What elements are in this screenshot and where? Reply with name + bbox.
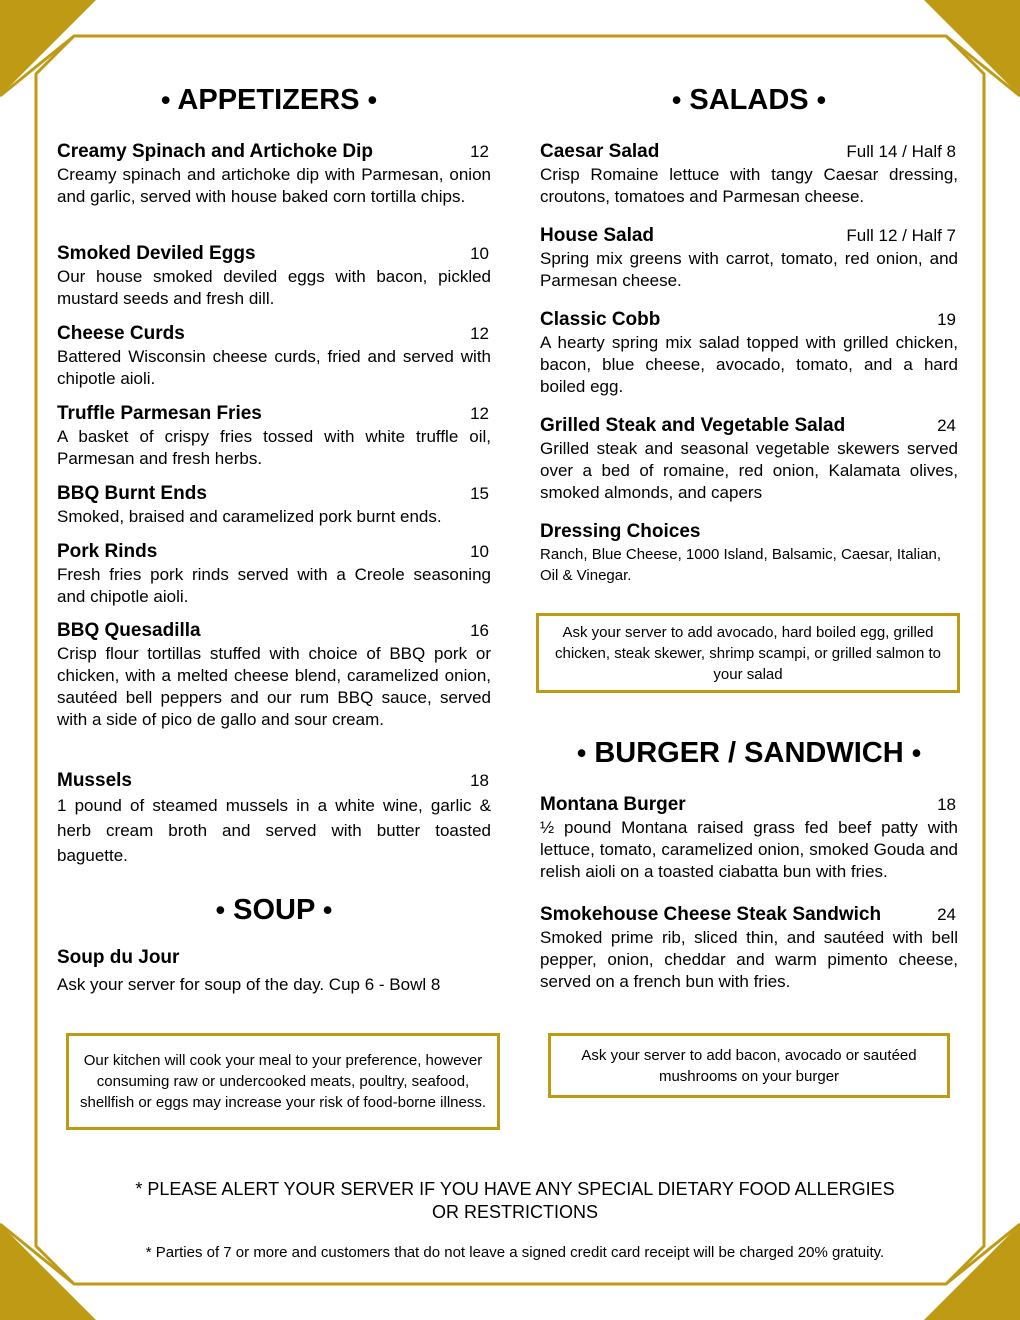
item-price: 12 xyxy=(470,324,489,343)
bullet-icon: • xyxy=(671,85,682,115)
item-name: BBQ Burnt Ends xyxy=(57,483,207,504)
item-name: Truffle Parmesan Fries xyxy=(57,403,262,424)
item-description: Creamy spinach and artichoke dip with Parmesan, onion and garlic, served with house baked corn tortilla chips. xyxy=(57,165,491,206)
item-name: Cheese Curds xyxy=(57,323,185,344)
item-price: 24 xyxy=(937,905,956,924)
item-description: Spring mix greens with carrot, tomato, red onion, and Parmesan cheese. xyxy=(540,249,958,290)
item-price: 15 xyxy=(470,484,489,503)
item-description: ½ pound Montana raised grass fed beef patty with lettuce, tomato, caramelized onion, smoked Gouda and relish aioli on a toasted ciabatta bun with fries. xyxy=(540,818,958,881)
menu-item xyxy=(540,794,958,883)
item-description: Fresh fries pork rinds served with a Creole seasoning and chipotle aioli. xyxy=(57,565,491,606)
soup-heading: • SOUP • xyxy=(215,894,333,926)
menu-item xyxy=(540,141,958,208)
menu-item xyxy=(540,309,958,398)
salad-addon-box xyxy=(536,613,960,693)
item-name: Smoked Deviled Eggs xyxy=(57,243,256,264)
kitchen-notice-box xyxy=(66,1033,500,1130)
burger-heading: • BURGER / SANDWICH • xyxy=(576,737,922,769)
item-name: Caesar Salad xyxy=(540,141,660,162)
item-name: Montana Burger xyxy=(540,794,686,815)
bullet-icon: • xyxy=(576,738,587,768)
item-name: BBQ Quesadilla xyxy=(57,620,201,641)
menu-item xyxy=(540,415,958,504)
item-price: 18 xyxy=(937,795,956,814)
item-description: 1 pound of steamed mussels in a white wine, garlic & herb cream broth and served with butter toasted baguette. xyxy=(57,796,491,865)
allergy-alert: * PLEASE ALERT YOUR SERVER IF YOU HAVE ANY SPECIAL DIETARY FOOD ALLERGIES OR RESTRICTIONS xyxy=(135,1179,895,1222)
item-price: 18 xyxy=(470,771,489,790)
item-price: 24 xyxy=(937,416,956,435)
bullet-icon: • xyxy=(911,738,922,768)
item-description: Crisp flour tortillas stuffed with choice of BBQ pork or chicken, with a melted cheese blend, caramelized onion, sautéed bell peppers and our rum BBQ sauce, served with a side of pico de gallo and sour cream. xyxy=(57,644,491,729)
item-description: Grilled steak and seasonal vegetable skewers served over a bed of romaine, red onion, Kalamata olives, smoked almonds, and capers xyxy=(540,439,958,502)
item-price: 10 xyxy=(470,244,489,263)
item-price: 10 xyxy=(470,542,489,561)
item-description: A basket of crispy fries tossed with white truffle oil, Parmesan and fresh herbs. xyxy=(57,427,491,468)
menu-item xyxy=(57,770,491,868)
item-price: 12 xyxy=(470,404,489,423)
item-name: Dressing Choices xyxy=(540,521,701,542)
menu-item xyxy=(57,947,491,996)
burger-addon-text: Ask your server to add bacon, avocado or sautéed mushrooms on your burger xyxy=(581,1046,917,1085)
bullet-icon: • xyxy=(160,85,171,115)
bullet-icon: • xyxy=(367,85,378,115)
gratuity-footnote: * Parties of 7 or more and customers that do not leave a signed credit card receipt will be charged 20% gratuity. xyxy=(145,1244,885,1261)
bullet-icon: • xyxy=(215,895,226,925)
item-description: Ask your server for soup of the day. Cup 6 - Bowl 8 xyxy=(57,975,441,994)
appetizers-heading: • APPETIZERS • xyxy=(160,84,378,116)
menu-item xyxy=(57,141,491,208)
item-description: Our house smoked deviled eggs with bacon, pickled mustard seeds and fresh dill. xyxy=(57,267,491,308)
item-price: 19 xyxy=(937,310,956,329)
item-description: Crisp Romaine lettuce with tangy Caesar dressing, croutons, tomatoes and Parmesan cheese. xyxy=(540,165,958,206)
kitchen-notice-text: Our kitchen will cook your meal to your preference, however consuming raw or undercooked meats, poultry, seafood, shellfish or eggs may increase your risk of food-borne illness. xyxy=(79,1052,487,1111)
item-price: 12 xyxy=(470,142,489,161)
item-name: Grilled Steak and Vegetable Salad xyxy=(540,415,846,436)
menu-item xyxy=(57,323,491,390)
menu-item xyxy=(57,403,491,470)
item-name: Classic Cobb xyxy=(540,309,661,330)
item-price: Full 14 / Half 8 xyxy=(846,142,956,161)
burger-addon-box xyxy=(548,1033,950,1098)
item-price: 16 xyxy=(470,621,489,640)
item-name: Pork Rinds xyxy=(57,541,158,562)
item-name: Mussels xyxy=(57,770,132,791)
item-description: A hearty spring mix salad topped with grilled chicken, bacon, blue cheese, avocado, tomato, and a hard boiled egg. xyxy=(540,333,958,396)
salad-addon-text: Ask your server to add avocado, hard boiled egg, grilled chicken, steak skewer, shrimp scampi, or grilled salmon to your salad xyxy=(555,623,941,683)
item-description: Smoked prime rib, sliced thin, and sautéed with bell pepper, onion, cheddar and warm pimento cheese, served on a french bun with fries. xyxy=(540,928,958,991)
item-description: Smoked, braised and caramelized pork burnt ends. xyxy=(57,507,442,526)
menu-item xyxy=(57,541,491,608)
menu-item xyxy=(540,904,958,993)
menu-item xyxy=(540,521,958,586)
bullet-icon: • xyxy=(322,895,333,925)
menu-item xyxy=(540,225,958,292)
item-price: Full 12 / Half 7 xyxy=(846,226,956,245)
bullet-icon: • xyxy=(816,85,827,115)
salads-heading: • SALADS • xyxy=(671,84,827,116)
item-name: Smokehouse Cheese Steak Sandwich xyxy=(540,904,882,925)
item-name: Soup du Jour xyxy=(57,947,180,968)
item-name: Creamy Spinach and Artichoke Dip xyxy=(57,141,374,162)
menu-item xyxy=(57,483,491,528)
item-description: Battered Wisconsin cheese curds, fried and served with chipotle aioli. xyxy=(57,347,491,388)
menu-item xyxy=(57,620,491,731)
menu-item xyxy=(57,243,491,310)
item-description: Ranch, Blue Cheese, 1000 Island, Balsamic, Caesar, Italian, Oil & Vinegar. xyxy=(540,546,942,584)
item-name: House Salad xyxy=(540,225,655,246)
